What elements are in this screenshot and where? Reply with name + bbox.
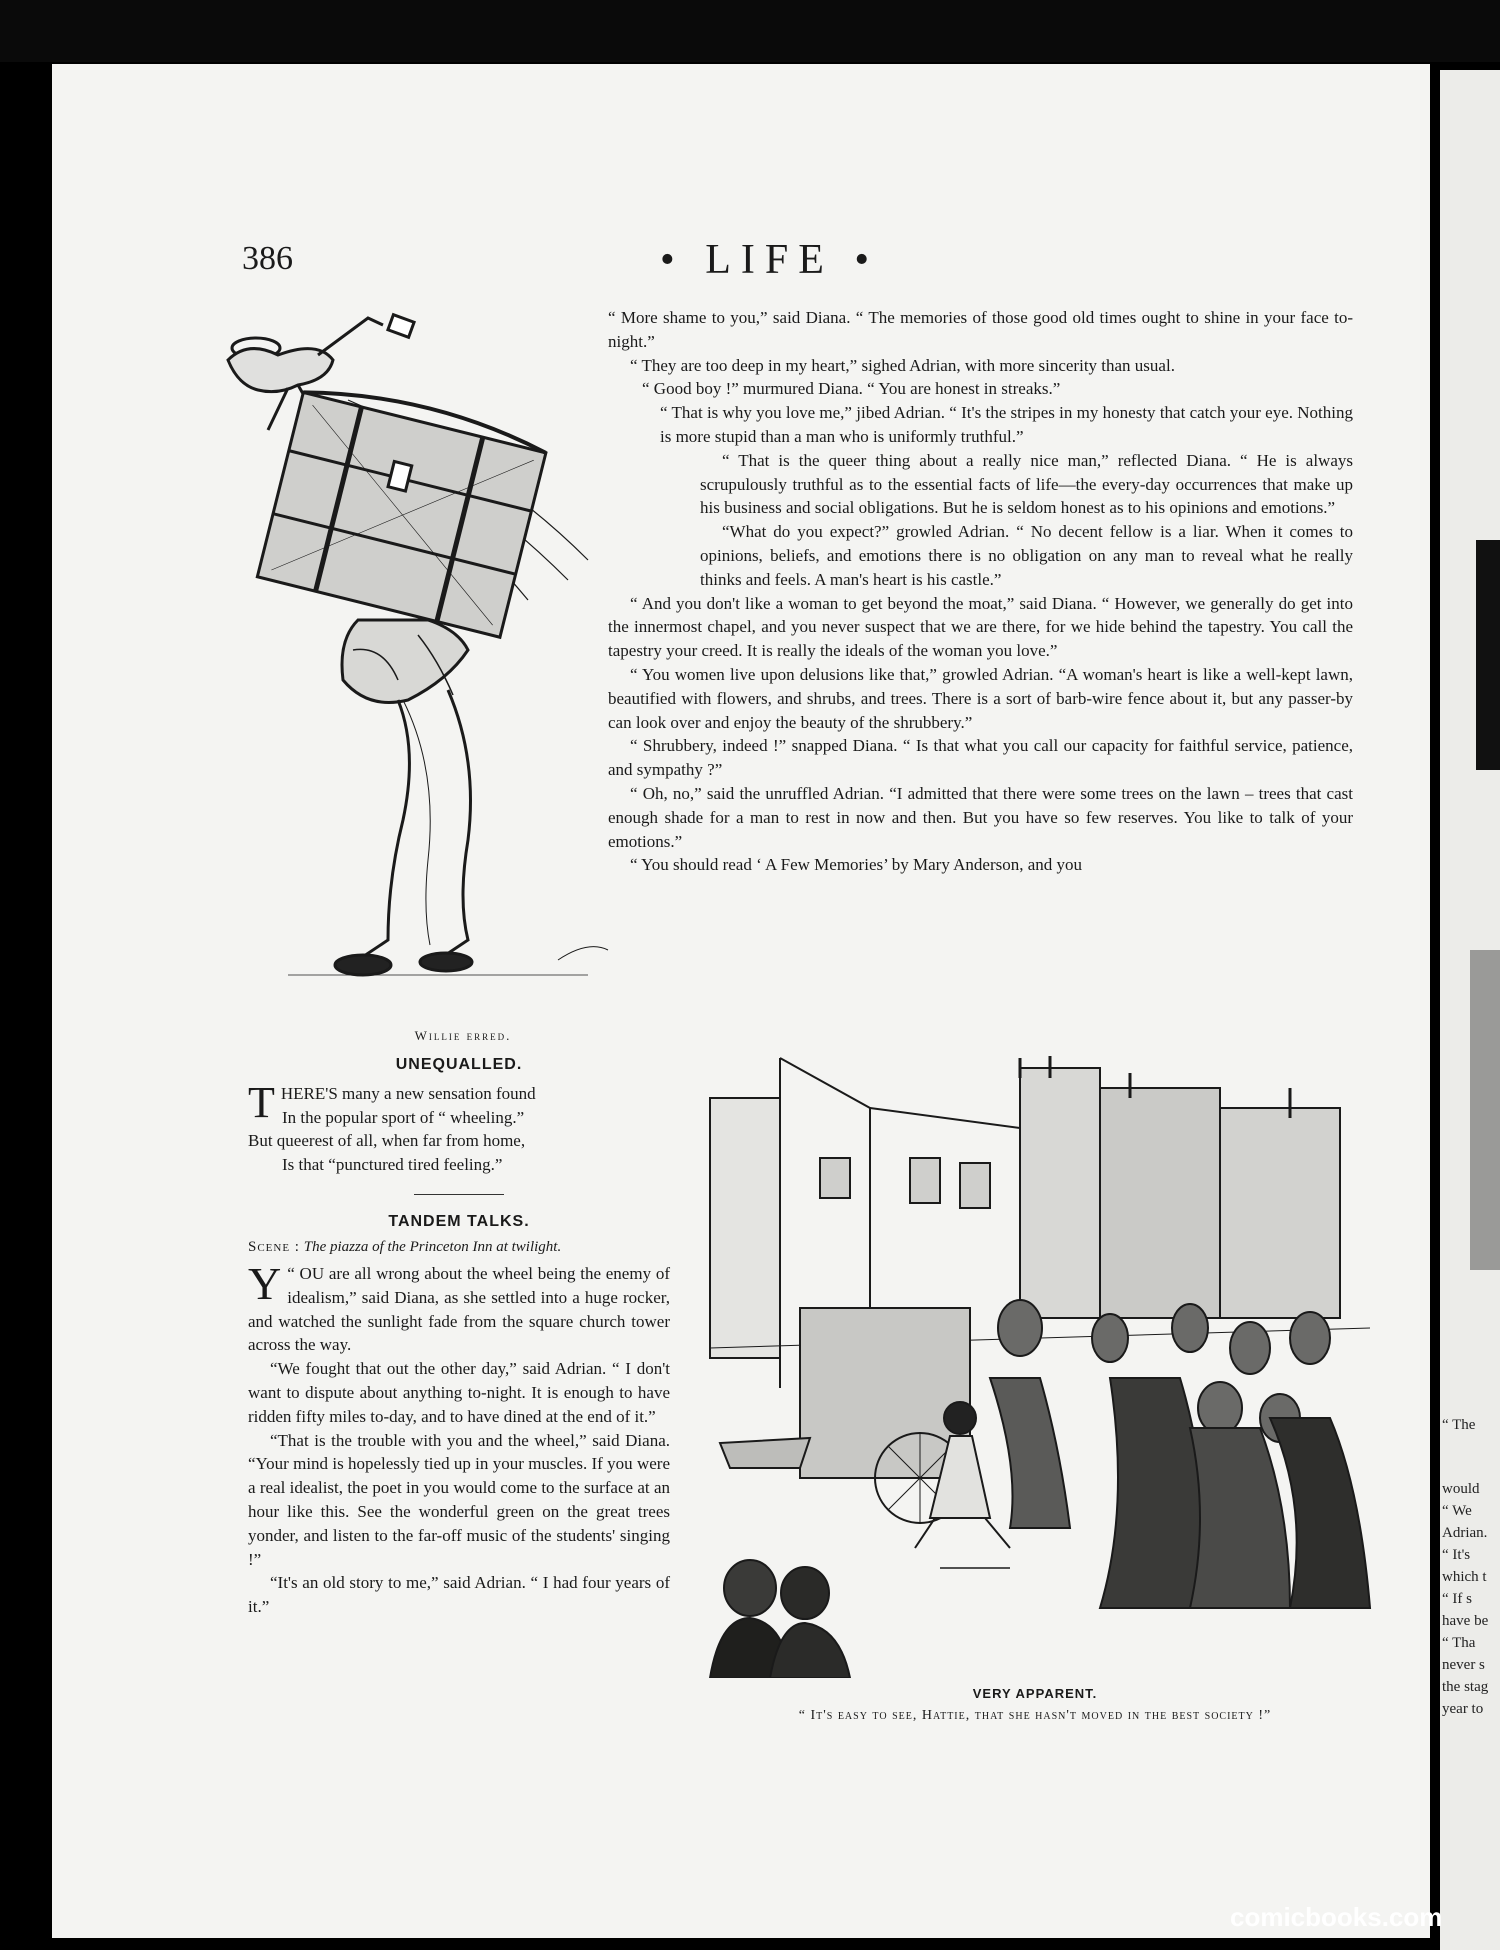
scene-description: The piazza of the Princeton Inn at twilight.	[303, 1239, 562, 1255]
very-apparent-illustration	[690, 1048, 1390, 1678]
dialogue-paragraph: “ You should read ‘ A Few Memories’ by Mary Anderson, and you	[630, 855, 1083, 875]
right-column	[608, 306, 1353, 877]
dialogue-paragraph: “ You women live upon delusions like that,” growled Adrian. “A woman's heart is like a well-kept lawn, beautified with flowers, and shrubs, and trees. There is a sort of barb-wire fence about it, but any passer-by can look over and enjoy the beauty of the shrubbery.”	[608, 664, 1353, 732]
poem-dropcap: T	[248, 1078, 275, 1127]
poem-line: In the popular sport of “ wheeling.”	[282, 1107, 525, 1127]
facing-page	[1440, 70, 1500, 1950]
poem-line: Is that “punctured tired feeling.”	[282, 1154, 503, 1174]
scene-line	[248, 1239, 670, 1256]
facing-text: “ Tha	[1442, 1635, 1476, 1651]
dialogue-paragraph: “ Shrubbery, indeed !” snapped Diana. “ Is that what you call our capacity for faithful service, patience, and sympathy ?”	[608, 736, 1353, 780]
facing-illustration-fragment	[1470, 950, 1500, 1270]
section-divider	[414, 1194, 504, 1195]
watermark: comicbooks.com	[1230, 1902, 1443, 1932]
left-column	[248, 1056, 670, 1619]
dialogue-paragraph: “ Oh, no,” said the unruffled Adrian. “I admitted that there were some trees on the lawn – trees that cast enough shade for a man to rest in now and then. But you have so few reserves. You like to talk of your emotions.”	[608, 783, 1353, 851]
dialogue-paragraph: “ And you don't like a woman to get beyond the moat,” said Diana. “ However, we generally do get into the innermost chapel, and you never suspect that we are there, for we hide behind the tapestry. You call the tapestry your creed. It is really the ideals of the woman you love.”	[608, 593, 1353, 661]
scan-border	[0, 0, 1500, 62]
poem-line: HERE'S many a new sensation found	[280, 1084, 536, 1103]
page-number: 386	[242, 240, 293, 277]
illustration-1-caption: Willie erred.	[414, 1028, 512, 1043]
tandem-heading: TANDEM TALKS.	[388, 1213, 530, 1230]
prose-paragraph: “That is the trouble with you and the wheel,” said Diana. “Your mind is hopelessly tied up in your muscles. If you were a real idealist, the poet in you would come to the surface at an hour like this. See the wonderful green on the great trees yonder, and listen to the far-off music of the students' singing !”	[248, 1430, 670, 1569]
facing-text: year to	[1442, 1701, 1484, 1717]
dialogue-paragraph: “ More shame to you,” said Diana. “ The memories of those good old times ought to shine in your face to-night.”	[608, 308, 1353, 351]
facing-text: “ We	[1442, 1503, 1472, 1519]
prose-paragraph: “We fought that out the other day,” said Adrian. “ I don't want to dispute about anything to-night. It is enough to have ridden fifty miles to-day, and to have dined at the end of it.”	[248, 1359, 670, 1426]
tandem-prose	[248, 1258, 670, 1619]
willie-erred-illustration	[168, 300, 668, 1020]
unequalled-heading: UNEQUALLED.	[395, 1056, 523, 1073]
facing-text: the stag	[1442, 1679, 1489, 1695]
facing-text: “ It's	[1442, 1547, 1471, 1563]
open-quote: “	[287, 1264, 295, 1283]
illustration-2-title: VERY APPARENT.	[972, 1686, 1098, 1701]
poem-line: But queerest of all, when far from home,	[248, 1131, 526, 1150]
facing-illustration-fragment	[1476, 540, 1500, 770]
facing-text: which t	[1442, 1569, 1487, 1585]
facing-text: would	[1442, 1481, 1480, 1497]
facing-text: “ If s	[1442, 1591, 1472, 1607]
prose-dropcap: Y	[248, 1258, 282, 1309]
dialogue-paragraph: “ That is the queer thing about a really nice man,” reflected Diana. “ He is always scrupulously truthful as to the essential facts of life—the every-day occurrences that make up his business and social obligations. But he is seldom honest as to his opinions and emotions.”	[700, 450, 1353, 518]
prose-paragraph: “It's an old story to me,” said Adrian. “ I had four years of it.”	[248, 1573, 670, 1617]
illustration-2-caption: “ It's easy to see, Hattie, that she hasn't moved in the best society !”	[798, 1708, 1272, 1723]
facing-text: have be	[1442, 1613, 1489, 1629]
facing-text: Adrian.	[1442, 1525, 1488, 1541]
dialogue-paragraph: “What do you expect?” growled Adrian. “ No decent fellow is a liar. When it comes to opinions, beliefs, and emotions there is no obligation on any man to reveal what he really thinks and feels. A man's heart is his castle.”	[700, 522, 1353, 589]
unequalled-poem	[248, 1078, 670, 1176]
facing-text: never s	[1442, 1657, 1485, 1673]
dialogue-paragraph: “ That is why you love me,” jibed Adrian. “ It's the stripes in my honesty that catch your eye. Nothing is more stupid than a man who is uniformly truthful.”	[660, 403, 1353, 446]
prose-text: OU are all wrong about the wheel being the enemy of idealism,” said Diana, as she settled into a huge rocker, and watched the sunlight fade from the square church tower across the way.	[248, 1264, 670, 1355]
dialogue-paragraph: “ They are too deep in my heart,” sighed Adrian, with more sincerity than usual.	[630, 355, 1175, 375]
masthead: • LIFE •	[660, 237, 880, 283]
scene-label: Scene :	[248, 1239, 300, 1255]
prose-paragraph	[248, 1258, 670, 1357]
facing-text: “ The	[1442, 1417, 1476, 1433]
dialogue-paragraph: “ Good boy !” murmured Diana. “ You are honest in streaks.”	[642, 379, 1061, 399]
